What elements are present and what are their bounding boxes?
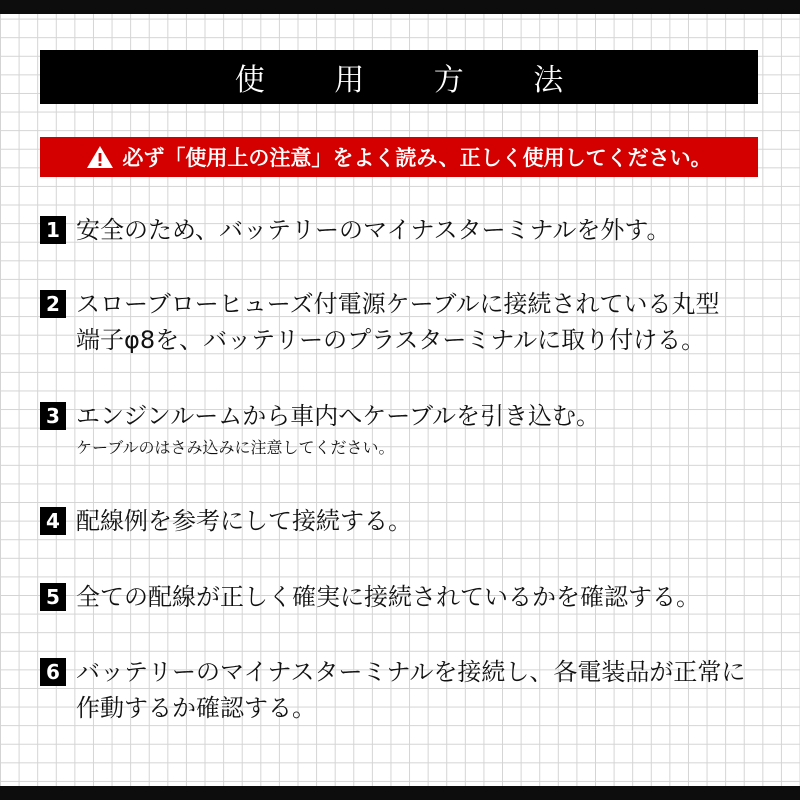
- bottom-border-bar: [0, 786, 800, 800]
- step-number-badge: 5: [40, 583, 66, 611]
- step-text: スローブローヒューズ付電源ケーブルに接続されている丸型 端子φ8を、バッテリーのプラスターミナルに取り付ける。: [76, 290, 720, 354]
- step-number-badge: 4: [40, 507, 66, 535]
- step-text: 配線例を参考にして接続する。: [76, 507, 412, 535]
- warning-triangle-icon: [86, 145, 114, 169]
- step-number-badge: 1: [40, 216, 66, 244]
- top-border-bar: [0, 0, 800, 14]
- step-number-badge: 3: [40, 402, 66, 430]
- step-2: [40, 286, 760, 358]
- step-note: ケーブルのはさみ込みに注意してください。: [76, 438, 395, 457]
- step-text: バッテリーのマイナスターミナルを接続し、各電装品が正常に 作動するか確認する。: [76, 658, 746, 722]
- warning-banner: [40, 137, 758, 177]
- step-3: [40, 398, 760, 460]
- step-text: 安全のため、バッテリーのマイナスターミナルを外す。: [76, 216, 671, 244]
- step-number-badge: 6: [40, 658, 66, 686]
- step-text: エンジンルームから車内へケーブルを引き込む。: [76, 402, 601, 430]
- step-4: [40, 503, 760, 539]
- step-text: 全ての配線が正しく確実に接続されているかを確認する。: [76, 583, 700, 611]
- page-title: 使 用 方 法: [40, 50, 758, 104]
- step-number-badge: 2: [40, 290, 66, 318]
- step-1: [40, 212, 760, 248]
- warning-text: 必ず「使用上の注意」をよく読み、正しく使用してください。: [122, 146, 712, 170]
- step-5: [40, 579, 760, 615]
- step-6: [40, 654, 760, 726]
